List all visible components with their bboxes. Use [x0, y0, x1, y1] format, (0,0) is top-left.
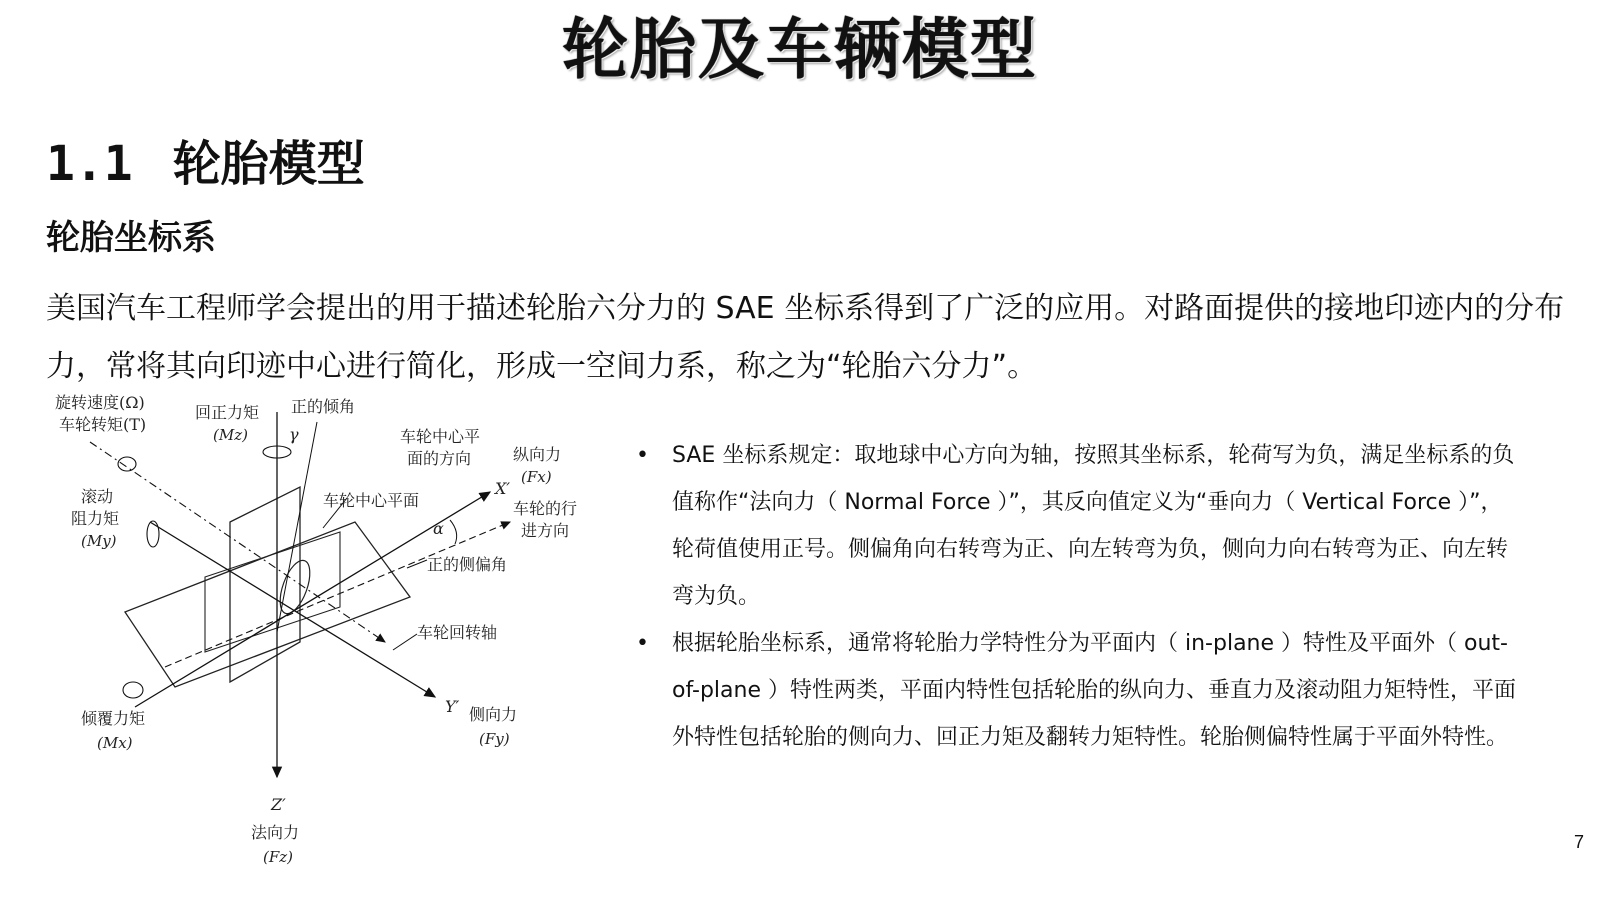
bullet-item: • 根据轮胎坐标系，通常将轮胎力学特性分为平面内（ in-plane ）特性及平面外（ out-of-plane ）特性两类，平面内特性包括轮胎的纵向力、垂直力及滚动阻力矩特性，平面外特性包括轮胎的侧向力、回正力矩及翻转力矩特性。轮胎侧偏特性属于平面外特性。	[636, 620, 1516, 761]
travel-direction-line	[165, 522, 510, 667]
label-normal-symbol: (Fz)	[263, 848, 294, 866]
tire-plane	[205, 532, 340, 652]
label-rotation-speed: 旋转速度(Ω)	[55, 393, 145, 412]
label-spin-axis: 车轮回转轴	[417, 623, 498, 642]
label-rolling-resistance-1: 滚动	[81, 487, 114, 506]
label-slip-angle-symbol: α	[433, 519, 444, 538]
label-aligning-moment-symbol: (Mz)	[213, 426, 248, 444]
bullet-item: • SAE 坐标系规定：取地球中心方向为轴，按照其坐标系，轮荷写为负，满足坐标系的负值称作“法向力（ Normal Force ）”，其反向值定义为“垂向力（ Vertical Force ）”，轮荷值使用正号。侧偏角向右转弯为正、向左转弯为负，侧向力向右转弯为正、向左转弯为负。	[636, 432, 1516, 620]
label-travel-direction-1: 车轮的行	[513, 499, 578, 518]
label-rolling-resistance-symbol: (My)	[81, 532, 117, 550]
spin-axis-leader	[393, 634, 417, 650]
rotation-moment-arc	[118, 457, 136, 471]
page-number: 7	[1573, 832, 1584, 852]
label-longitudinal-force: 纵向力	[513, 445, 562, 464]
subheading: 轮胎坐标系	[46, 218, 216, 258]
bullet-list	[636, 432, 1516, 761]
label-lateral-force: 侧向力	[469, 705, 518, 724]
section-title: 轮胎模型	[172, 136, 365, 192]
overturning-moment-arc	[123, 682, 143, 698]
label-longitudinal-symbol: (Fx)	[521, 468, 552, 486]
label-overturning-symbol: (Mx)	[97, 734, 133, 752]
label-slip-angle: 正的侧偏角	[427, 555, 508, 574]
label-wheel-center-plane: 车轮中心平面	[323, 491, 420, 510]
label-rolling-resistance-2: 阻力矩	[71, 509, 120, 528]
label-camber: 正的倾角	[291, 397, 356, 416]
tire-coordinate-diagram	[55, 382, 615, 882]
label-aligning-moment: 回正力矩	[195, 403, 260, 422]
label-y-axis: Y′	[445, 697, 460, 716]
label-camber-symbol: γ	[289, 425, 299, 444]
label-wheel-plane-direction-2: 面的方向	[407, 449, 472, 468]
section-number: 1.1	[46, 136, 133, 192]
slip-angle-arc	[450, 520, 457, 544]
ground-plane	[125, 522, 410, 687]
spin-axis-line	[90, 442, 385, 642]
label-lateral-symbol: (Fy)	[479, 730, 510, 748]
section-heading	[46, 136, 365, 194]
intro-paragraph: 美国汽车工程师学会提出的用于描述轮胎六分力的 SAE 坐标系得到了广泛的应用。对路面提供的接地印迹内的分布力，常将其向印迹中心进行简化，形成一空间力系，称之为“轮胎六分力”。	[46, 291, 1565, 384]
label-normal-force: 法向力	[251, 823, 300, 842]
label-x-axis: X′	[495, 479, 511, 498]
wheel-ellipse	[274, 557, 316, 618]
label-overturning-moment: 倾覆力矩	[81, 709, 146, 728]
label-wheel-plane-direction-1: 车轮中心平	[400, 427, 481, 446]
label-travel-direction-2: 进方向	[521, 521, 570, 540]
page-title: 轮胎及车辆模型	[562, 11, 1038, 88]
label-wheel-torque: 车轮转矩(T)	[59, 415, 147, 434]
rolling-moment-arc	[147, 521, 159, 547]
label-z-axis: Z′	[271, 795, 286, 814]
